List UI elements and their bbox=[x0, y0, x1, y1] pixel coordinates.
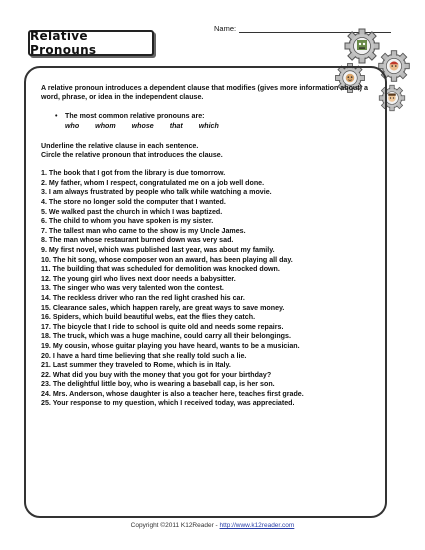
sentence-item: 9. My first novel, which was published last year, was about my family. bbox=[41, 245, 275, 254]
sentence-item: 20. I have a hard time believing that she really told such a lie. bbox=[41, 351, 247, 360]
pronoun-who: who bbox=[65, 121, 80, 130]
bullet-text: The most common relative pronouns are: bbox=[65, 112, 205, 121]
worksheet-title-box bbox=[28, 30, 154, 56]
pronoun-list bbox=[65, 122, 371, 131]
worksheet-title: Relative Pronouns bbox=[30, 29, 97, 57]
intro-paragraph: A relative pronoun introduces a dependent clause that modifies (gives more information about) a word, phrase, or idea in the independent clause. bbox=[41, 84, 368, 102]
pronoun-bullet bbox=[55, 112, 371, 130]
name-label: Name: bbox=[214, 24, 237, 33]
sentence-item: 8. The man whose restaurant burned down was very sad. bbox=[41, 236, 234, 245]
pronoun-whom: whom bbox=[95, 121, 116, 130]
sentence-item: 25. Your response to my question, which I received today, was appreciated. bbox=[41, 399, 295, 408]
sentence-item: 4. The store no longer sold the computer that I wanted. bbox=[41, 198, 226, 206]
sentence-item: 11. The building that was scheduled for demolition was knocked down. bbox=[41, 265, 280, 274]
k12reader-link[interactable]: http://www.k12reader.com bbox=[219, 522, 295, 529]
instruction-circle: Circle the relative pronoun that introduces the clause. bbox=[41, 151, 223, 160]
copyright-text: Copyright ©2011 K12Reader - bbox=[130, 522, 220, 529]
pronoun-whose: whose bbox=[131, 121, 154, 130]
worksheet-content bbox=[41, 84, 371, 409]
pronoun-that: that bbox=[169, 121, 183, 130]
sentence-item: 21. Last summer they traveled to Rome, which is in Italy. bbox=[41, 361, 231, 370]
sentence-item: 22. What did you buy with the money that you got for your birthday? bbox=[41, 370, 272, 379]
bullet-dot-icon: • bbox=[55, 112, 58, 121]
sentence-item: 10. The hit song, whose composer won an award, has been playing all day. bbox=[41, 255, 293, 264]
sentence-item: 5. We walked past the church in which I was baptized. bbox=[41, 207, 223, 216]
sentence-item: 13. The singer who was very talented won the contest. bbox=[41, 284, 224, 293]
sentence-item: 19. My cousin, whose guitar playing you have heard, wants to be a musician. bbox=[41, 341, 300, 350]
sentence-item: 14. The reckless driver who ran the red light crashed his car. bbox=[41, 293, 245, 302]
sentence-item: 2. My father, whom I respect, congratulated me on a job well done. bbox=[41, 178, 265, 187]
sentence-item: 23. The delightful little boy, who is wearing a baseball cap, is her son. bbox=[41, 380, 275, 389]
sentence-item: 18. The truck, which was a huge machine, could carry all their belongings. bbox=[41, 332, 291, 341]
sentence-item: 24. Mrs. Anderson, whose daughter is also a teacher here, teaches first grade. bbox=[41, 389, 304, 398]
sentence-item: 7. The tallest man who came to the show is my Uncle James. bbox=[41, 226, 246, 235]
sentence-item: 12. The young girl who lives next door needs a babysitter. bbox=[41, 274, 236, 283]
sentence-item: 17. The bicycle that I ride to school is quite old and needs some repairs. bbox=[41, 322, 284, 331]
sentence-item: 1. The book that I got from the library is due tomorrow. bbox=[41, 169, 226, 178]
sentence-item: 16. Spiders, which build beautiful webs, eat the flies they catch. bbox=[41, 313, 256, 322]
pronoun-which: which bbox=[198, 121, 219, 130]
instruction-underline: Underline the relative clause in each sentence. bbox=[41, 141, 199, 150]
footer bbox=[0, 522, 425, 529]
sentence-item: 3. I am always frustrated by people who talk while watching a movie. bbox=[41, 188, 272, 197]
sentence-item: 15. Clearance sales, which happen rarely, are great ways to save money. bbox=[41, 303, 285, 312]
sentence-item: 6. The child to whom you have spoken is my sister. bbox=[41, 217, 214, 226]
sentence-list bbox=[41, 169, 371, 409]
